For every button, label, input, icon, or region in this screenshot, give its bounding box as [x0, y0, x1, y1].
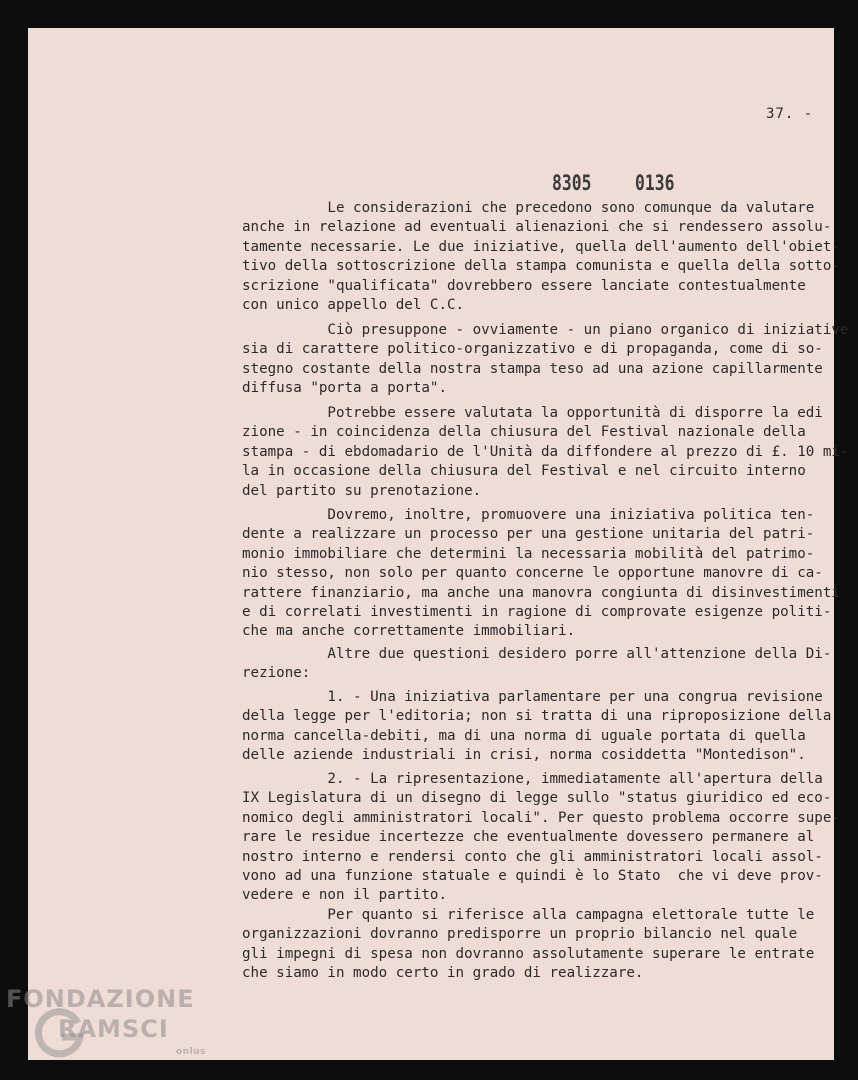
paragraph-edizione-unita: Potrebbe essere valutata la opportunità di disporre la edi zione - in coincidenza della chiusura del Festival nazionale della stampa - di ebdomadario de l'Unità da diffondere al prezzo di £. 10 mi- la in occasione della chiusura del Festival e nel circuito interno del partito su prenotazione.: [242, 405, 849, 499]
paragraph-considerazioni: Le considerazioni che precedono sono comunque da valutare anche in relazione ad eventuali alienazioni che si rendessero assolu- tamente necessarie. Le due iniziative, quella dell'aumento dell'obiet- tivo della sottoscrizione della stampa comunista e quella della sotto- scrizione "qualificata" dovrebbero essere lanciate contestualmente con unico appello del C.C.: [242, 200, 840, 314]
watermark-line-gramsci: RAMSCI: [58, 1015, 169, 1043]
paragraph-presuppone: Ciò presuppone - ovviamente - un piano organico di iniziative sia di carattere politico-organizzativo e di propaganda, come di so- stegno costante della nostra stampa teso ad una azione capillarmente diffusa "porta a porta".: [242, 322, 849, 397]
paragraph-point-2-amministratori: 2. - La ripresentazione, immediatamente all'apertura della IX Legislatura di un disegno di legge sullo "status giuridico ed eco- nomico degli amministratori locali". Per questo problema occorre supe- rare le residue incertezze che eventualmente dovessero permanere al nostro interno e rendersi conto che gli amministratori locali assol- vono ad una funzione statuale e quindi è lo Stato che vi deve prov- vedere e non il partito.: [242, 771, 840, 904]
paragraph-altre-questioni: Altre due questioni desidero porre all'attenzione della Di- rezione:: [242, 646, 832, 682]
archive-stamp-number-part1: 8305: [552, 171, 592, 195]
archive-stamp-number-part2: 0136: [635, 171, 675, 195]
paragraph-campagna-elettorale: Per quanto si riferisce alla campagna elettorale tutte le organizzazioni dovranno predisporre un proprio bilancio nel quale gli impegni di spesa non dovranno assolutamente superare le entrate che siamo in modo certo in grado di realizzare.: [242, 907, 815, 982]
watermark-line-fondazione: FONDAZIONE: [6, 985, 195, 1013]
fondazione-gramsci-watermark: [0, 985, 220, 1080]
paragraph-patrimonio-immobiliare: Dovremo, inoltre, promuovere una iniziativa politica ten- dente a realizzare un processo per una gestione unitaria del patri- monio immobiliare che determini la necessaria mobilità del patrimo- nio stesso, non solo per quanto concerne le opportune manovre di ca- rattere finanziario, ma anche una manovra congiunta di disinvestimenti e di correlati investimenti in ragione di comprovate esigenze politi- che ma anche correttamente immobiliari.: [242, 507, 840, 640]
watermark-line-onlus: onlus: [176, 1047, 206, 1057]
paragraph-point-1-editoria: 1. - Una iniziativa parlamentare per una congrua revisione della legge per l'editoria; non si tratta di una riproposizione della norma cancella-debiti, ma di una norma di uguale portata di quella delle aziende industriali in crisi, norma cosiddetta "Montedison".: [242, 689, 832, 764]
page-number: 37. -: [766, 106, 814, 122]
